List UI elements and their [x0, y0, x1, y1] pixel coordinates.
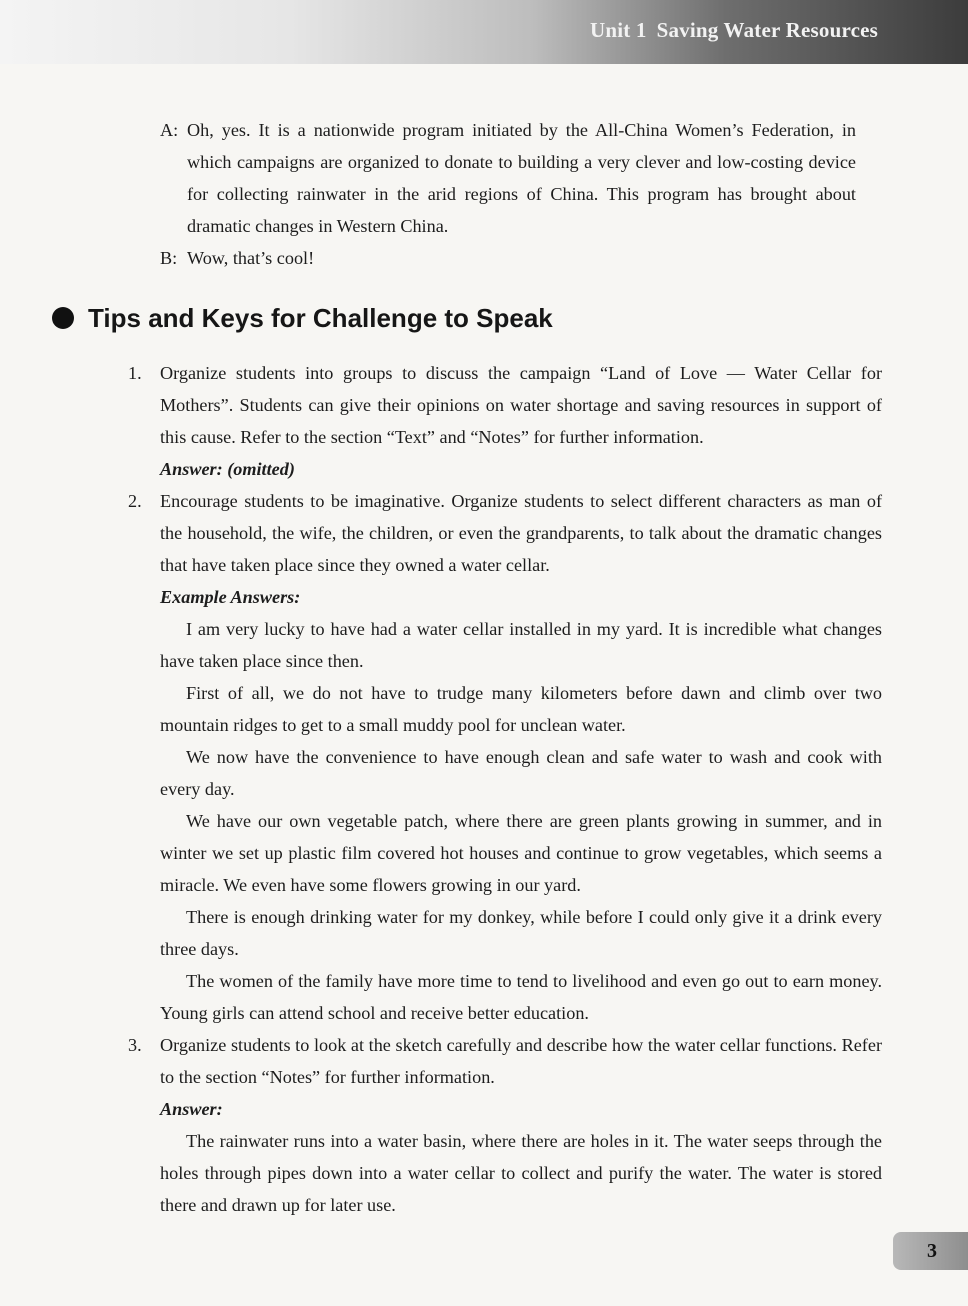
unit-label: Unit 1: [589, 18, 647, 42]
tip-item: [128, 1029, 882, 1221]
tip-instruction: Encourage students to be imaginative. Organize students to select different characters as man of the household, the wife, the children, or even the grandparents, to talk about the dramatic changes that have taken place since they owned a water cellar.: [160, 491, 882, 575]
page-number: 3: [927, 1239, 937, 1262]
tips-list: [128, 357, 882, 1221]
answer-label: Example Answers:: [160, 587, 301, 607]
answer-paragraph: I am very lucky to have had a water cellar installed in my yard. It is incredible what changes have taken place since then.: [160, 619, 882, 671]
tip-item: [128, 485, 882, 1029]
answer-paragraph: We now have the convenience to have enough clean and safe water to wash and cook with every day.: [160, 747, 882, 799]
dialogue-text: Oh, yes. It is a nationwide program initiated by the All-China Women’s Federation, in which campaigns are organized to donate to building a very clever and low-costing device for collecting rainwater in the arid regions of China. This program has brought about dramatic changes in Western China.: [187, 120, 856, 236]
answer-paragraph: The rainwater runs into a water basin, where there are holes in it. The water seeps through the holes through pipes down into a water cellar to collect and purify the water. The water is stored there and drawn up for later use.: [160, 1131, 882, 1215]
answer-paragraph: We have our own vegetable patch, where there are green plants growing in summer, and in winter we set up plastic film covered hot houses and continue to grow vegetables, which seems a miracle. We even have some flowers growing in our yard.: [160, 811, 882, 895]
dialogue-speaker: B:: [160, 248, 178, 268]
answer-paragraph: There is enough drinking water for my donkey, while before I could only give it a drink every three days.: [160, 907, 882, 959]
page-number-tab: [893, 1232, 968, 1270]
tip-body: [160, 485, 882, 1029]
answer-label: Answer: (omitted): [160, 459, 295, 479]
tip-body: [160, 1029, 882, 1221]
unit-title: Saving Water Resources: [656, 18, 878, 42]
dialogue-line: [160, 114, 856, 242]
tip-instruction: Organize students to look at the sketch carefully and describe how the water cellar functions. Refer to the section “Notes” for further information.: [160, 1035, 882, 1087]
tip-item: [128, 357, 882, 485]
tip-number: 1.: [128, 363, 142, 383]
dialogue: [160, 114, 856, 274]
tip-body: [160, 357, 882, 485]
section-heading: [52, 300, 553, 336]
answer-paragraph: First of all, we do not have to trudge many kilometers before dawn and climb over two mountain ridges to get to a small muddy pool for unclean water.: [160, 683, 882, 735]
answer-paragraph: The women of the family have more time to tend to livelihood and even go out to earn money. Young girls can attend school and receive better education.: [160, 971, 882, 1023]
answer-label: Answer:: [160, 1099, 223, 1119]
section-title: Tips and Keys for Challenge to Speak: [88, 302, 553, 333]
dialogue-line: [160, 242, 856, 274]
tip-number: 2.: [128, 491, 142, 511]
dialogue-text: Wow, that’s cool!: [187, 248, 315, 268]
tip-instruction: Organize students into groups to discuss the campaign “Land of Love — Water Cellar for Mothers”. Students can give their opinions on water shortage and saving resources in support of this cause. Refer to the section “Text” and “Notes” for further information.: [160, 363, 882, 447]
dialogue-speaker: A:: [160, 120, 179, 140]
running-header-band: [0, 0, 968, 64]
running-header-title: [590, 18, 878, 43]
tip-number: 3.: [128, 1035, 142, 1055]
bullet-icon: [52, 307, 74, 329]
